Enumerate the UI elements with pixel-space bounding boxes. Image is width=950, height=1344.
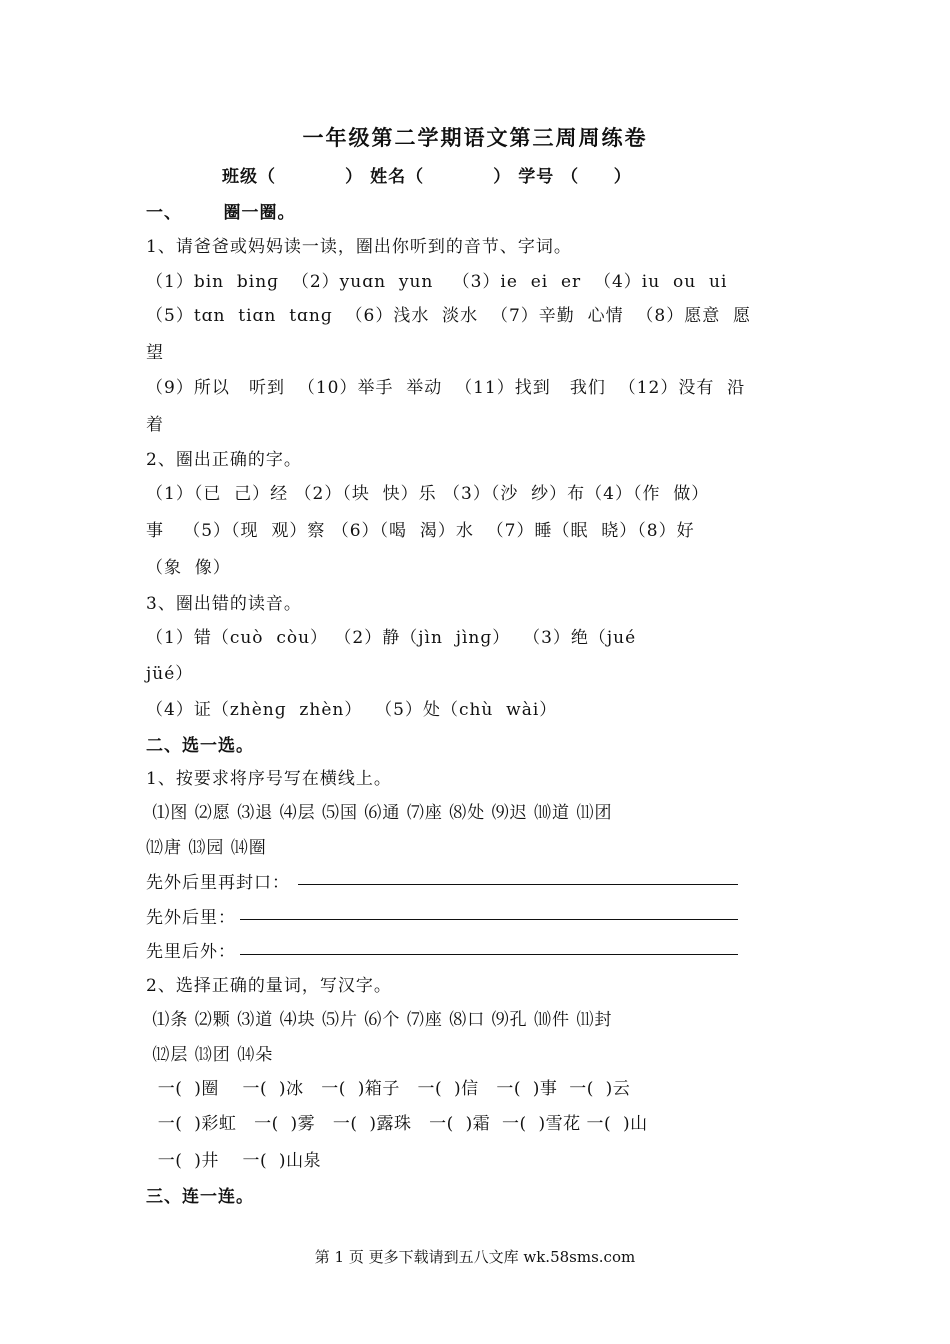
- student-info-line: 班级（ ） 姓名（ ） 学号 （ ）: [222, 167, 632, 187]
- answer-blank-2[interactable]: [240, 919, 738, 920]
- q1-prompt: 1、请爸爸或妈妈读一读，圈出你听到的音节、字词。: [146, 237, 572, 257]
- q1-line: （1）bin binɡ （2）yuɑn yun （3）ie ei er （4）iu ou ui: [146, 272, 728, 292]
- measure-word-line: 一( )井 一( )山泉: [146, 1151, 322, 1171]
- section-two-heading: 二、选一选。: [146, 736, 254, 756]
- page-footer: 第 1 页 更多下载请到五八文库 wk.58sms.com: [314, 1248, 636, 1266]
- q1-line: （5）tɑn tiɑn tɑnɡ （6）浅水 淡水 （7）辛勤 心情 （8）愿意 愿: [146, 306, 752, 326]
- section-three-heading: 三、连一连。: [146, 1187, 254, 1207]
- q3-prompt: 3、圈出错的读音。: [146, 594, 302, 614]
- fill-label-2: 先外后里：: [146, 908, 236, 928]
- q3-line: （4）证（zhènɡ zhèn） （5）处（chù wài）: [146, 700, 558, 720]
- q2-line: （1）（已 己）经 （2）（块 快）乐 （3）（沙 纱）布（4）（作 做）: [146, 484, 710, 504]
- measure-word-line: 一( )彩虹 一( )雾 一( )露珠 一( )霜 一( )雪花 一( )山: [146, 1114, 648, 1134]
- answer-blank-1[interactable]: [298, 884, 738, 885]
- q1-line: 着: [146, 415, 164, 435]
- answer-blank-3[interactable]: [240, 954, 738, 955]
- fill-label-1: 先外后里再封口：: [146, 873, 290, 893]
- q2-prompt: 2、圈出正确的字。: [146, 450, 302, 470]
- s2-q2-options: ⑿层 ⒀团 ⒁朵: [146, 1045, 274, 1065]
- s2-q1-options: ⑴图 ⑵愿 ⑶退 ⑷层 ⑸国 ⑹通 ⑺座 ⑻处 ⑼迟 ⑽道 ⑾团: [146, 803, 613, 823]
- section-one-heading: 一、 圈一圈。: [146, 203, 296, 223]
- q1-line: 望: [146, 343, 164, 363]
- page-title: 一年级第二学期语文第三周周练卷: [302, 125, 648, 150]
- q3-line: （1）错（cuò còu） （2）静（jìn jìnɡ） （3）绝（jué: [146, 628, 637, 648]
- measure-word-line: 一( )圈 一( )冰 一( )箱子 一( )信 一( )事 一( )云: [146, 1079, 631, 1099]
- s2-q2-prompt: 2、选择正确的量词，写汉字。: [146, 976, 392, 996]
- q2-line: 事 （5）（现 观）察 （6）（喝 渴）水 （7）睡（眠 晓）（8）好: [146, 521, 695, 541]
- q3-line: jüé）: [146, 664, 194, 684]
- fill-label-3: 先里后外：: [146, 942, 236, 962]
- s2-q2-options: ⑴条 ⑵颗 ⑶道 ⑷块 ⑸片 ⑹个 ⑺座 ⑻口 ⑼孔 ⑽件 ⑾封: [146, 1010, 613, 1030]
- s2-q1-options: ⑿唐 ⒀园 ⒁圈: [146, 838, 267, 858]
- s2-q1-prompt: 1、按要求将序号写在横线上。: [146, 769, 392, 789]
- q1-line: （9）所以 听到 （10）举手 举动 （11）找到 我们 （12）没有 沿: [146, 378, 746, 398]
- q2-line: （象 像）: [146, 558, 231, 578]
